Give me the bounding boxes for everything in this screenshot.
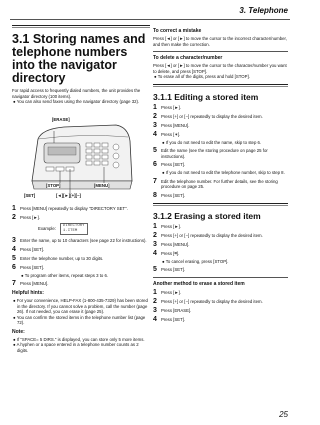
another-step-1: 1 Press [►]. <box>153 289 182 296</box>
erase-key-label: [ERASE] <box>52 116 70 122</box>
hint-item: ● You can confirm the stored items in the telephone number list (page 72). <box>13 314 146 325</box>
fax-machine-drawing <box>24 111 136 201</box>
section-title: 3.1 Storing names and telephone numbers into the navigator directory <box>12 32 146 85</box>
hints-title: Helpful hints: <box>12 290 44 296</box>
step-1: 1 Press [MENU] repeatedly to display "DIRECTORY SET". <box>12 204 128 212</box>
another-step-4: 4 Press [SET]. <box>153 316 186 323</box>
erase-step-2: 2 Press [+] or [−] repeatedly to display the desired item. <box>153 231 263 239</box>
section-bar <box>153 84 288 87</box>
set-key-label: [SET] <box>24 192 36 198</box>
step-6-bullet: ● To program other items, repeat steps 3 to 6. <box>21 272 109 278</box>
edit-step-7: 7 Edit the telephone number. For further details, see the storing procedure on page 25. <box>153 177 278 189</box>
edit-title: 3.1.1 Editing a stored item <box>153 91 259 102</box>
edit-step-6-bullet: ● If you do not need to edit the telephone number, skip to step 8. <box>162 170 285 175</box>
correct-text: Press [◄] or [►] to move the cursor to the incorrect character/number, and then make the correction. <box>153 36 287 47</box>
edit-step-2: 2 Press [+] or [−] repeatedly to display the desired item. <box>153 112 263 120</box>
erase-step-5: 5 Press [SET]. <box>153 266 186 273</box>
intro-text: For rapid access to frequently dialed numbers, the unit provides the navigator directory (100 items). <box>12 88 141 99</box>
delete-title: To delete a character/number <box>153 55 223 61</box>
erase-step-4: 4 Press [⌗]. <box>153 249 180 257</box>
another-step-3: 3 Press [ERASE]. <box>153 307 192 314</box>
note-title: Note: <box>12 328 25 335</box>
section-bar <box>12 25 150 28</box>
page-number: 25 <box>279 410 288 419</box>
step-5: 5 Enter the telephone number, up to 30 digits. <box>12 254 104 262</box>
fax-machine-illustration <box>24 111 136 201</box>
delete-text: Press [◄] or [►] to move the cursor to the character/number you want to delete, and press [STOP]. <box>153 63 287 74</box>
edit-step-6: 6 Press [SET]. <box>153 161 186 168</box>
section-bar <box>153 203 288 206</box>
edit-step-1: 1 Press [►]. <box>153 103 182 111</box>
divider <box>153 51 288 52</box>
step-6: 6 Press [SET]. <box>12 263 45 271</box>
left-column <box>12 25 150 353</box>
lcd-display: DIRECTORY 1.ITEM <box>60 223 88 235</box>
note-item: ● If "SPACE= 5 DIRS." is displayed, you can store only 5 more items. <box>13 336 145 342</box>
hint-item: ● For your convenience, HELP-FAX (1-800-435-7329) has been stored in the directory. If you cannot solve a problem, call the number (page 26). If not needed, you can erase it (page 25). <box>13 298 148 314</box>
divider <box>153 277 288 278</box>
menu-key-label: [MENU] <box>94 182 110 188</box>
step-3: 3 Enter the name, up to 10 characters (see page 22 for instructions). <box>12 236 147 244</box>
example-display: Example: DIRECTORY 1.ITEM <box>38 223 150 235</box>
correct-title: To correct a mistake <box>153 28 202 34</box>
step-4: 4 Press [SET]. <box>12 245 45 253</box>
note-item: ● A hyphen or a space entered in a telephone number counts as 2 digits. <box>13 342 139 353</box>
edit-step-3: 3 Press [MENU]. <box>153 121 190 129</box>
erase-step-4-bullet: ● To cancel erasing, press [STOP]. <box>162 258 229 264</box>
edit-step-8: 8 Press [SET]. <box>153 191 186 199</box>
delete-bullet: ● To erase all of the digits, press and hold [STOP]. <box>154 74 250 79</box>
intro-bullet: ● You can also send faxes using the navigator directory (page 32). <box>13 99 140 104</box>
erase-step-3: 3 Press [MENU]. <box>153 240 190 248</box>
edit-step-5: 5 Edit the name (see the storing procedure on page 25 for instructions). <box>153 147 268 159</box>
edit-step-4: 4 Press [✶]. <box>153 130 181 138</box>
step-2: 2 Press [►]. <box>12 213 41 221</box>
stop-key-label: [STOP] <box>46 182 61 188</box>
chapter-header: 3. Telephone <box>239 6 288 15</box>
erase-title: 3.1.2 Erasing a stored item <box>153 210 261 221</box>
another-method-title: Another method to erase a stored item <box>153 281 245 287</box>
erase-step-1: 1 Press [►]. <box>153 222 182 230</box>
edit-step-4-bullet: ● If you do not need to edit the name, skip to step 6. <box>162 139 262 145</box>
another-step-2: 2 Press [+] or [−] repeatedly to display the desired item. <box>153 298 263 305</box>
header-rule <box>10 19 290 20</box>
right-column <box>153 25 288 325</box>
navigator-keys-label: [◄][►][+][−] <box>56 192 81 198</box>
step-7: 7 Press [MENU]. <box>12 280 49 287</box>
